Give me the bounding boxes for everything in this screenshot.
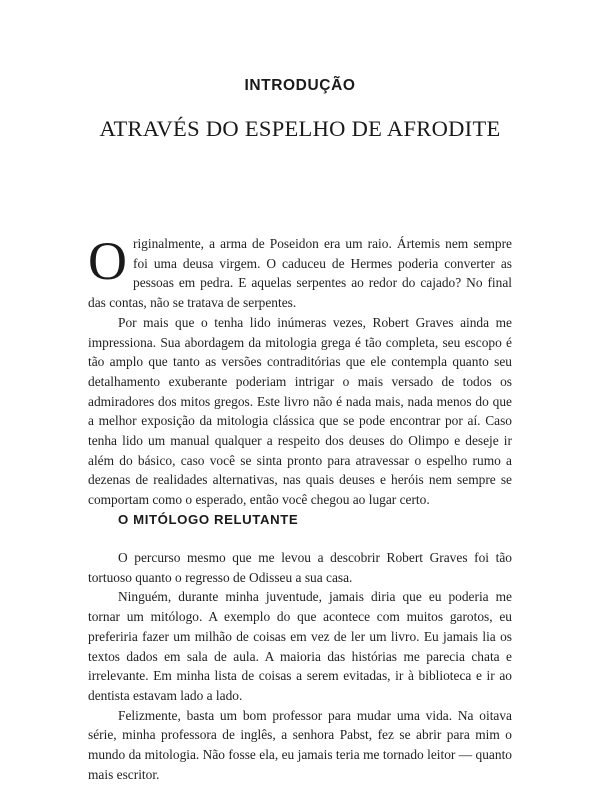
section-heading: O MITÓLOGO RELUTANTE [118,512,299,527]
opening-paragraph [88,231,512,313]
chapter-title: ATRAVÉS DO ESPELHO DE AFRODITE [99,116,501,141]
intro-text [88,231,512,510]
section-text [88,548,512,784]
paragraph: Ninguém, durante minha juventude, jamais diria que eu poderia me tornar um mitólogo. A exemplo do que acontece com muitos garotos, eu preferiria fazer um milhão de coisas em vez de ler um livro. Eu jamais lia os textos dados em sala de aula. A maioria das histórias me parecia chata e irrelevante. Em minha lista de coisas a serem evitadas, ir à biblioteca e ir ao dentista estavam lado a lado. [88,589,512,703]
paragraph: O percurso mesmo que me levou a descobrir Robert Graves foi tão tortuoso quanto o regresso de Odisseu a sua casa. [88,550,512,585]
drop-cap: O [88,231,127,291]
opening-paragraph-text: riginalmente, a arma de Poseidon era um raio. Ártemis nem sempre foi uma deusa virgem. O caduceu de Hermes poderia converter as pessoas em pedra. E aquelas serpentes ao redor do cajado? No final das contas, não se tratava de serpentes. [88,236,512,311]
paragraph: Por mais que o tenha lido inúmeras vezes, Robert Graves ainda me impressiona. Sua abordagem da mitologia grega é tão completa, seu escopo é tão amplo que tanto as versões contraditórias que ele contempla quanto seu detalhamento exuberante poderiam intrigar o mais versado de todos os admiradores dos mitos gregos. Este livro não é nada mais, nada menos do que a melhor exposição da mitologia clássica que se pode encontrar por aí. Caso tenha lido um manual qualquer a respeito dos deuses do Olimpo e deseje ir além do básico, caso você se sinta pronto para atravessar o espelho rumo a dezenas de realidades alternativas, nas quais deuses e heróis nem sempre se comportam como o esperado, então você chegou ao lugar certo. [88,314,512,508]
chapter-label: INTRODUÇÃO [244,77,356,94]
paragraph: Felizmente, basta um bom professor para mudar uma vida. Na oitava série, minha professora de inglês, a senhora Pabst, fez se abrir para mim o mundo da mitologia. Não fosse ela, eu jamais teria me tornado leitor — quanto mais escritor. [88,707,512,782]
